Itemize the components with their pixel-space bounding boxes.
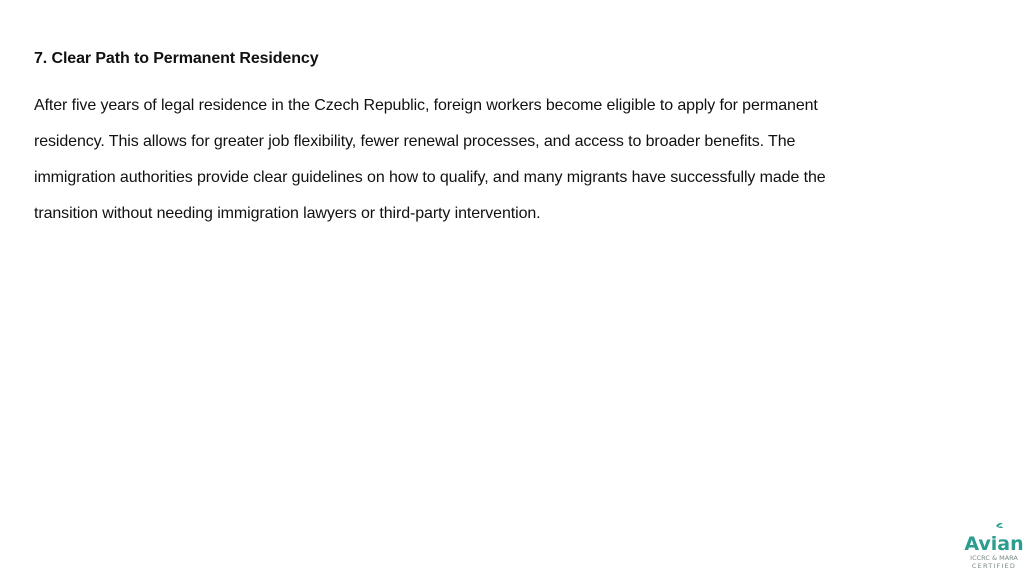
section-heading: 7. Clear Path to Permanent Residency	[34, 50, 319, 67]
avian-logo	[962, 520, 1024, 572]
bird-icon	[996, 523, 1003, 528]
logo-wordmark: Avian	[964, 533, 1024, 555]
paragraph-line: residency. This allows for greater job flexibility, fewer renewal processes, and access to broader benefits. The	[34, 133, 796, 150]
paragraph-line: transition without needing immigration lawyers or third-party intervention.	[34, 205, 541, 222]
logo-subtext-2: CERTIFIED	[971, 562, 1017, 570]
logo-subtext-1: ICCRC & MARA	[970, 554, 1018, 562]
section-paragraph	[34, 88, 974, 232]
paragraph-line: After five years of legal residence in the Czech Republic, foreign workers become eligible to apply for permanent	[34, 97, 818, 114]
paragraph-line: immigration authorities provide clear guidelines on how to qualify, and many migrants have successfully made the	[34, 169, 826, 186]
avian-logo-mark	[962, 520, 1024, 572]
